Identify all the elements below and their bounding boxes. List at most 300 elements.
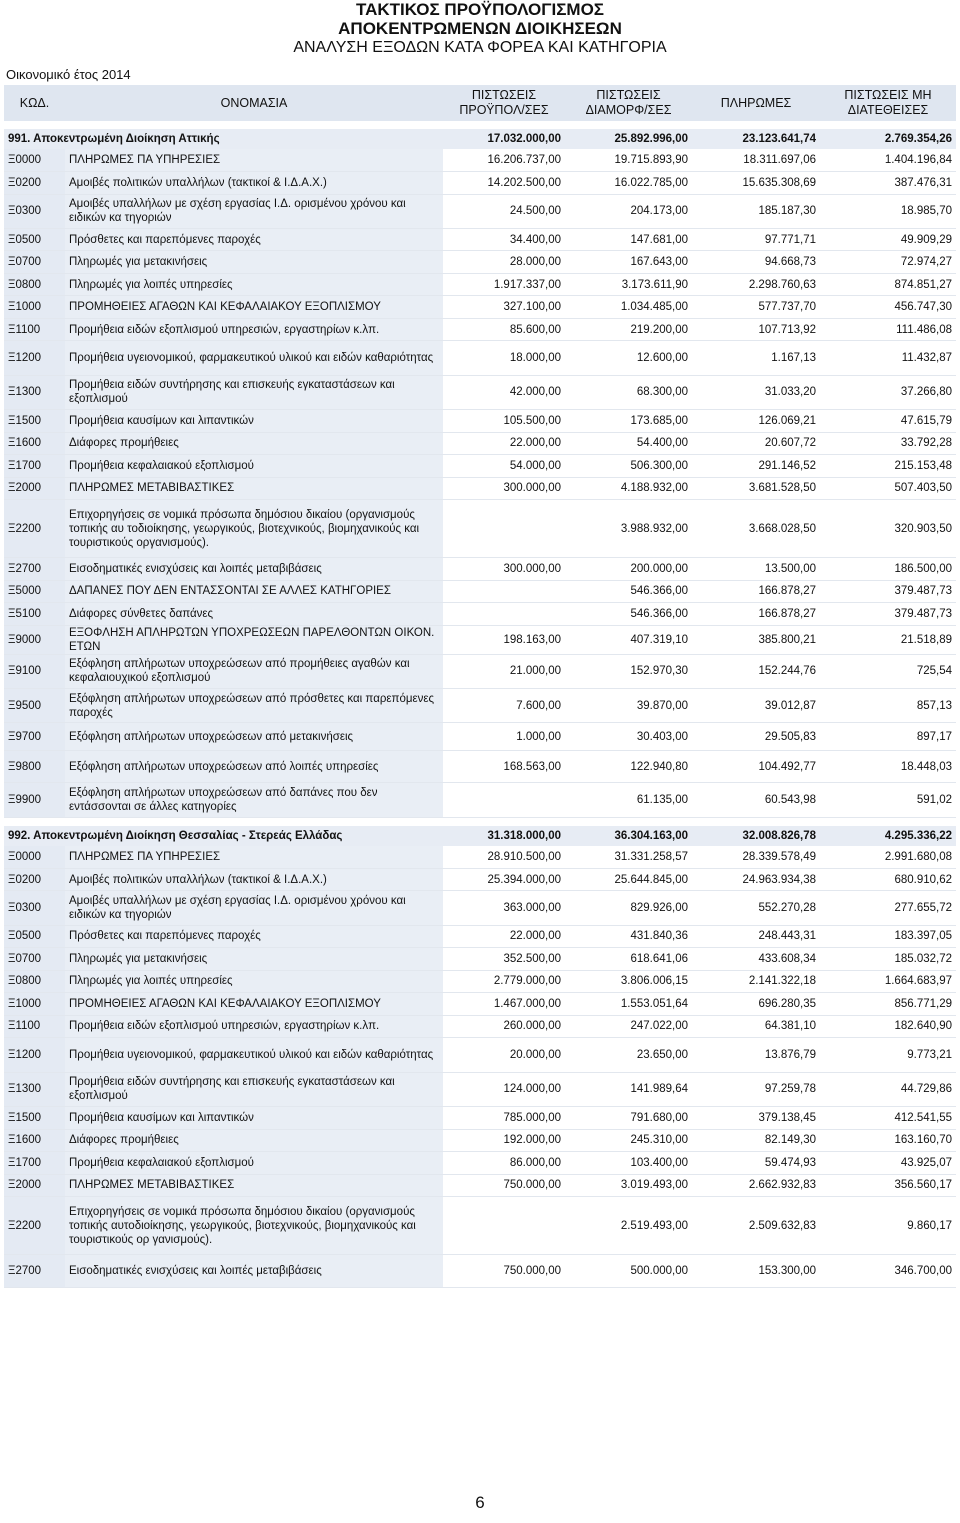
row-amount: 85.600,00 [443,318,565,341]
row-amount: 9.860,17 [820,1197,956,1255]
row-code: Ξ2700 [4,1255,65,1288]
row-amount: 30.403,00 [565,723,692,751]
row-name: Αμοιβές υπαλλήλων με σχέση εργασίας Ι.Δ. ορισμένου χρόνου και ειδικών κα τηγοριών [65,194,443,228]
row-amount: 591,02 [820,783,956,817]
table-row [4,318,956,341]
row-name: ΠΛΗΡΩΜΕΣ ΜΕΤΑΒΙΒΑΣΤΙΚΕΣ [65,1174,443,1197]
table-row [4,149,956,172]
row-amount: 18.448,03 [820,751,956,783]
row-name: Προμήθεια καυσίμων και λιπαντικών [65,410,443,433]
row-code: Ξ9000 [4,625,65,654]
row-amount: 247.022,00 [565,1015,692,1038]
row-amount: 192.000,00 [443,1129,565,1152]
row-name: Εισοδηματικές ενισχύσεις και λοιπές μεταβιβάσεις [65,558,443,581]
row-amount: 379.487,73 [820,580,956,603]
section-total: 32.008.826,78 [692,826,820,846]
row-code: Ξ1100 [4,318,65,341]
row-amount: 248.443,31 [692,925,820,948]
header-code: ΚΩΔ. [4,85,65,121]
row-code: Ξ0500 [4,925,65,948]
row-code: Ξ1600 [4,1129,65,1152]
row-name: ΕΞΟΦΛΗΣΗ ΑΠΛΗΡΩΤΩΝ ΥΠΟΧΡΕΩΣΕΩΝ ΠΑΡΕΛΘΟΝΤΩΝ ΟΙΚΟΝ. ΕΤΩΝ [65,625,443,654]
row-amount: 20.607,72 [692,432,820,455]
row-amount: 37.266,80 [820,375,956,409]
row-code: Ξ1200 [4,1038,65,1072]
row-amount: 185.032,72 [820,948,956,971]
row-name: Προμήθεια υγειονομικού, φαρμακευτικού υλικού και ειδών καθαριότητας [65,1038,443,1072]
table-row [4,603,956,626]
row-amount: 4.188.932,00 [565,477,692,500]
row-amount: 43.925,07 [820,1152,956,1175]
row-amount: 552.270,28 [692,891,820,925]
table-row [4,1015,956,1038]
row-amount: 61.135,00 [565,783,692,817]
row-name: Εξόφληση απλήρωτων υποχρεώσεων από μετακινήσεις [65,723,443,751]
row-amount: 750.000,00 [443,1174,565,1197]
row-name: Προμήθεια ειδών συντήρησης και επισκευής εγκαταστάσεων και εξοπλισμού [65,375,443,409]
table-body [4,121,956,1288]
row-amount: 147.681,00 [565,228,692,251]
table-row [4,251,956,274]
row-name: Προμήθεια κεφαλαιακού εξοπλισμού [65,455,443,478]
row-code: Ξ1700 [4,1152,65,1175]
row-name: Διάφορες προμήθειες [65,1129,443,1152]
row-amount: 68.300,00 [565,375,692,409]
row-amount: 42.000,00 [443,375,565,409]
row-amount: 215.153,48 [820,455,956,478]
row-amount: 47.615,79 [820,410,956,433]
table-row [4,580,956,603]
row-amount: 696.280,35 [692,993,820,1016]
section-total: 31.318.000,00 [443,826,565,846]
row-amount: 152.244,76 [692,654,820,688]
row-amount: 18.985,70 [820,194,956,228]
spacer-cell [4,817,956,826]
row-amount: 173.685,00 [565,410,692,433]
table-row [4,1152,956,1175]
row-code: Ξ1300 [4,1072,65,1106]
row-amount: 72.974,27 [820,251,956,274]
header-adjusted: ΠΙΣΤΩΣΕΙΣ ΔΙΑΜΟΡΦ/ΣΕΣ [565,85,692,121]
row-amount: 856.771,29 [820,993,956,1016]
row-amount: 25.394.000,00 [443,868,565,891]
title-line-3: ΑΝΑΛΥΣΗ ΕΞΟΔΩΝ ΚΑΤΑ ΦΟΡΕΑ ΚΑΙ ΚΑΤΗΓΟΡΙΑ [293,39,667,56]
section-total: 2.769.354,26 [820,129,956,149]
row-code: Ξ0300 [4,194,65,228]
row-name: Επιχορηγήσεις σε νομικά πρόσωπα δημόσιου δικαίου (οργανισμούς τοπικής αυτοδιοίκησης, γεωργικούς, βιοτεχνικούς, βιομηχανικούς και τουριστικούς ορ γανισμούς). [65,1197,443,1255]
row-amount: 3.806.006,15 [565,970,692,993]
table-row [4,970,956,993]
row-amount: 21.518,89 [820,625,956,654]
table-row [4,625,956,654]
row-code: Ξ0800 [4,970,65,993]
row-amount: 352.500,00 [443,948,565,971]
budget-table [4,85,956,1288]
row-amount: 785.000,00 [443,1107,565,1130]
row-name: ΠΡΟΜΗΘΕΙΕΣ ΑΓΑΘΩΝ ΚΑΙ ΚΕΦΑΛΑΙΑΚΟΥ ΕΞΟΠΛΙΣΜΟΥ [65,993,443,1016]
row-amount: 431.840,36 [565,925,692,948]
row-name: Πληρωμές για λοιπές υπηρεσίες [65,273,443,296]
section-total: 4.295.336,22 [820,826,956,846]
row-code: Ξ1500 [4,1107,65,1130]
row-amount: 433.608,34 [692,948,820,971]
row-amount: 29.505,83 [692,723,820,751]
section-title: 991. Αποκεντρωμένη Διοίκηση Αττικής [4,129,443,149]
section-total: 25.892.996,00 [565,129,692,149]
row-amount: 16.206.737,00 [443,149,565,172]
row-amount: 28.000,00 [443,251,565,274]
page-number: 6 [475,1493,485,1512]
table-row [4,432,956,455]
row-amount: 111.486,08 [820,318,956,341]
row-code: Ξ1200 [4,341,65,375]
row-amount [443,1197,565,1255]
row-amount: 18.311.697,06 [692,149,820,172]
row-code: Ξ0700 [4,948,65,971]
section-total: 23.123.641,74 [692,129,820,149]
row-name: Εξόφληση απλήρωτων υποχρεώσεων από λοιπές υπηρεσίες [65,751,443,783]
table-row [4,455,956,478]
row-amount: 363.000,00 [443,891,565,925]
row-name: Προμήθεια καυσίμων και λιπαντικών [65,1107,443,1130]
row-amount: 379.138,45 [692,1107,820,1130]
row-amount: 24.963.934,38 [692,868,820,891]
row-amount: 327.100,00 [443,296,565,319]
row-amount: 3.019.493,00 [565,1174,692,1197]
row-name: Εξόφληση απλήρωτων υποχρεώσεων από πρόσθετες και παρεπόμενες παροχές [65,689,443,723]
row-name: Εξόφληση απλήρωτων υποχρεώσεων από προμήθειες αγαθών και κεφαλαιουχικού εξοπλισμού [65,654,443,688]
table-header [4,85,956,121]
row-name: Διάφορες σύνθετες δαπάνες [65,603,443,626]
row-amount: 22.000,00 [443,925,565,948]
table-row [4,1174,956,1197]
row-amount: 11.432,87 [820,341,956,375]
table-row [4,1197,956,1255]
row-amount: 2.991.680,08 [820,846,956,869]
row-name: Επιχορηγήσεις σε νομικά πρόσωπα δημόσιου δικαίου (οργανισμούς τοπικής αυ τοδιοίκησης, γεωργικούς, βιοτεχνικούς, βιομηχανικούς και τουριστικούς οργανισμούς). [65,500,443,558]
row-code: Ξ1300 [4,375,65,409]
row-name: ΔΑΠΑΝΕΣ ΠΟΥ ΔΕΝ ΕΝΤΑΣΣΟΝΤΑΙ ΣΕ ΑΛΛΕΣ ΚΑΤΗΓΟΡΙΕΣ [65,580,443,603]
table-row [4,194,956,228]
row-name: Διάφορες προμήθειες [65,432,443,455]
row-amount: 64.381,10 [692,1015,820,1038]
row-name: Πληρωμές για λοιπές υπηρεσίες [65,970,443,993]
row-amount: 1.000,00 [443,723,565,751]
row-amount: 1.034.485,00 [565,296,692,319]
row-code: Ξ1500 [4,410,65,433]
row-amount: 618.641,06 [565,948,692,971]
row-amount [443,603,565,626]
row-code: Ξ0200 [4,868,65,891]
row-name: Πρόσθετες και παρεπόμενες παροχές [65,925,443,948]
row-amount: 3.173.611,90 [565,273,692,296]
row-amount: 198.163,00 [443,625,565,654]
table-row [4,375,956,409]
table-row [4,273,956,296]
table-row [4,1255,956,1288]
section-row [4,129,956,149]
row-code: Ξ0500 [4,228,65,251]
row-amount: 18.000,00 [443,341,565,375]
row-code: Ξ1000 [4,296,65,319]
row-amount: 166.878,27 [692,580,820,603]
row-amount: 54.400,00 [565,432,692,455]
row-amount: 3.668.028,50 [692,500,820,558]
row-amount: 14.202.500,00 [443,172,565,195]
row-amount: 200.000,00 [565,558,692,581]
row-amount: 897,17 [820,723,956,751]
row-amount: 153.300,00 [692,1255,820,1288]
table-row [4,751,956,783]
row-amount: 60.543,98 [692,783,820,817]
row-name: Πληρωμές για μετακινήσεις [65,251,443,274]
row-amount: 791.680,00 [565,1107,692,1130]
row-amount: 34.400,00 [443,228,565,251]
row-amount: 141.989,64 [565,1072,692,1106]
row-amount: 2.779.000,00 [443,970,565,993]
row-amount: 183.397,05 [820,925,956,948]
row-amount: 19.715.893,90 [565,149,692,172]
row-amount: 1.467.000,00 [443,993,565,1016]
table-row [4,993,956,1016]
row-code: Ξ1000 [4,993,65,1016]
table-row [4,228,956,251]
row-amount: 300.000,00 [443,477,565,500]
row-amount: 725,54 [820,654,956,688]
row-amount [443,783,565,817]
header-name: ΟΝΟΜΑΣΙΑ [65,85,443,121]
table-row [4,500,956,558]
row-code: Ξ9500 [4,689,65,723]
row-amount: 152.970,30 [565,654,692,688]
row-amount: 126.069,21 [692,410,820,433]
row-code: Ξ0200 [4,172,65,195]
table-row [4,172,956,195]
row-amount: 39.012,87 [692,689,820,723]
row-code: Ξ9100 [4,654,65,688]
table-row [4,410,956,433]
section-row [4,826,956,846]
row-code: Ξ2200 [4,500,65,558]
row-amount: 300.000,00 [443,558,565,581]
row-amount: 385.800,21 [692,625,820,654]
table-row [4,296,956,319]
row-amount: 31.033,20 [692,375,820,409]
row-name: ΠΡΟΜΗΘΕΙΕΣ ΑΓΑΘΩΝ ΚΑΙ ΚΕΦΑΛΑΙΑΚΟΥ ΕΞΟΠΛΙΣΜΟΥ [65,296,443,319]
table-row [4,925,956,948]
row-code: Ξ9700 [4,723,65,751]
row-amount: 44.729,86 [820,1072,956,1106]
row-amount: 28.339.578,49 [692,846,820,869]
row-amount: 107.713,92 [692,318,820,341]
row-amount: 506.300,00 [565,455,692,478]
row-code: Ξ1600 [4,432,65,455]
title-line-1: ΤΑΚΤΙΚΟΣ ΠΡΟΫΠΟΛΟΓΙΣΜΟΣ [355,0,604,19]
row-amount: 9.773,21 [820,1038,956,1072]
table-row [4,1129,956,1152]
row-amount: 204.173,00 [565,194,692,228]
row-code: Ξ0000 [4,846,65,869]
row-amount: 97.259,78 [692,1072,820,1106]
row-amount: 2.519.493,00 [565,1197,692,1255]
title-line-2: ΑΠΟΚΕΝΤΡΩΜΕΝΩΝ ΔΙΟΙΚΗΣΕΩΝ [338,19,622,38]
row-name: Αμοιβές πολιτικών υπαλλήλων (τακτικοί & Ι.Δ.Α.Χ.) [65,172,443,195]
row-amount: 320.903,50 [820,500,956,558]
row-name: Πρόσθετες και παρεπόμενες παροχές [65,228,443,251]
spacer-cell [4,121,956,129]
row-amount: 2.141.322,18 [692,970,820,993]
table-row [4,846,956,869]
row-amount [443,500,565,558]
row-code: Ξ5100 [4,603,65,626]
table-row [4,654,956,688]
row-name: Εισοδηματικές ενισχύσεις και λοιπές μεταβιβάσεις [65,1255,443,1288]
row-name: ΠΛΗΡΩΜΕΣ ΠΑ ΥΠΗΡΕΣΙΕΣ [65,149,443,172]
table-row [4,1038,956,1072]
row-amount: 22.000,00 [443,432,565,455]
row-amount: 82.149,30 [692,1129,820,1152]
table-row [4,1072,956,1106]
row-amount: 86.000,00 [443,1152,565,1175]
row-amount: 379.487,73 [820,603,956,626]
table-row [4,558,956,581]
section-title: 992. Αποκεντρωμένη Διοίκηση Θεσσαλίας - Στερεάς Ελλάδας [4,826,443,846]
row-amount: 12.600,00 [565,341,692,375]
row-amount: 507.403,50 [820,477,956,500]
row-amount: 412.541,55 [820,1107,956,1130]
row-name: Εξόφληση απλήρωτων υποχρεώσεων από δαπάνες που δεν εντάσσονται σε άλλες κατηγορίες [65,783,443,817]
table-row [4,783,956,817]
row-amount: 15.635.308,69 [692,172,820,195]
row-amount: 750.000,00 [443,1255,565,1288]
row-amount: 1.553.051,64 [565,993,692,1016]
section-total: 17.032.000,00 [443,129,565,149]
row-amount: 167.643,00 [565,251,692,274]
row-amount: 1.167,13 [692,341,820,375]
row-name: Πληρωμές για μετακινήσεις [65,948,443,971]
row-amount: 291.146,52 [692,455,820,478]
row-amount: 24.500,00 [443,194,565,228]
header-budgeted: ΠΙΣΤΩΣΕΙΣ ΠΡΟΫΠΟΛ/ΣΕΣ [443,85,565,121]
row-amount: 346.700,00 [820,1255,956,1288]
row-amount [443,580,565,603]
row-amount: 182.640,90 [820,1015,956,1038]
row-amount: 3.988.932,00 [565,500,692,558]
row-amount: 546.366,00 [565,580,692,603]
row-code: Ξ0300 [4,891,65,925]
row-amount: 23.650,00 [565,1038,692,1072]
section-spacer [4,817,956,826]
row-name: Προμήθεια υγειονομικού, φαρμακευτικού υλικού και ειδών καθαριότητας [65,341,443,375]
row-amount: 874.851,27 [820,273,956,296]
row-amount: 16.022.785,00 [565,172,692,195]
row-amount: 33.792,28 [820,432,956,455]
section-total: 36.304.163,00 [565,826,692,846]
table-row [4,1107,956,1130]
table-row [4,891,956,925]
row-amount: 1.664.683,97 [820,970,956,993]
table-row [4,723,956,751]
row-amount: 94.668,73 [692,251,820,274]
row-name: Προμήθεια ειδών εξοπλισμού υπηρεσιών, εργαστηρίων κ.λπ. [65,318,443,341]
row-name: Προμήθεια ειδών συντήρησης και επισκευής εγκαταστάσεων και εξοπλισμού [65,1072,443,1106]
row-amount: 186.500,00 [820,558,956,581]
row-amount: 163.160,70 [820,1129,956,1152]
row-code: Ξ0800 [4,273,65,296]
row-amount: 277.655,72 [820,891,956,925]
row-amount: 500.000,00 [565,1255,692,1288]
row-amount: 28.910.500,00 [443,846,565,869]
row-amount: 103.400,00 [565,1152,692,1175]
table-row [4,341,956,375]
row-name: Προμήθεια ειδών εξοπλισμού υπηρεσιών, εργαστηρίων κ.λπ. [65,1015,443,1038]
document-titles [0,0,960,57]
row-amount: 20.000,00 [443,1038,565,1072]
row-amount: 105.500,00 [443,410,565,433]
section-spacer [4,121,956,129]
row-code: Ξ9800 [4,751,65,783]
row-name: Προμήθεια κεφαλαιακού εξοπλισμού [65,1152,443,1175]
row-amount: 124.000,00 [443,1072,565,1106]
row-amount: 59.474,93 [692,1152,820,1175]
row-code: Ξ9900 [4,783,65,817]
row-amount: 39.870,00 [565,689,692,723]
row-amount: 356.560,17 [820,1174,956,1197]
row-code: Ξ5000 [4,580,65,603]
row-amount: 49.909,29 [820,228,956,251]
row-code: Ξ0700 [4,251,65,274]
row-amount: 168.563,00 [443,751,565,783]
row-amount: 245.310,00 [565,1129,692,1152]
row-amount: 104.492,77 [692,751,820,783]
row-amount: 2.509.632,83 [692,1197,820,1255]
row-name: Αμοιβές πολιτικών υπαλλήλων (τακτικοί & Ι.Δ.Α.Χ.) [65,868,443,891]
row-amount: 2.298.760,63 [692,273,820,296]
row-amount: 122.940,80 [565,751,692,783]
table-row [4,948,956,971]
row-amount: 25.644.845,00 [565,868,692,891]
row-amount: 387.476,31 [820,172,956,195]
row-amount: 166.878,27 [692,603,820,626]
row-amount: 829.926,00 [565,891,692,925]
row-code: Ξ2700 [4,558,65,581]
row-amount: 1.917.337,00 [443,273,565,296]
row-amount: 13.876,79 [692,1038,820,1072]
row-amount: 260.000,00 [443,1015,565,1038]
row-code: Ξ2200 [4,1197,65,1255]
row-amount: 3.681.528,50 [692,477,820,500]
row-name: ΠΛΗΡΩΜΕΣ ΜΕΤΑΒΙΒΑΣΤΙΚΕΣ [65,477,443,500]
row-name: Αμοιβές υπαλλήλων με σχέση εργασίας Ι.Δ. ορισμένου χρόνου και ειδικών κα τηγοριών [65,891,443,925]
row-amount: 185.187,30 [692,194,820,228]
row-amount: 13.500,00 [692,558,820,581]
row-amount: 1.404.196,84 [820,149,956,172]
row-amount: 407.319,10 [565,625,692,654]
header-payments: ΠΛΗΡΩΜΕΣ [692,85,820,121]
row-amount: 546.366,00 [565,603,692,626]
row-code: Ξ1700 [4,455,65,478]
row-amount: 680.910,62 [820,868,956,891]
row-code: Ξ2000 [4,1174,65,1197]
row-amount: 54.000,00 [443,455,565,478]
header-unallocated: ΠΙΣΤΩΣΕΙΣ ΜΗ ΔΙΑΤΕΘΕΙΣΕΣ [820,85,956,121]
row-amount: 857,13 [820,689,956,723]
row-amount: 456.747,30 [820,296,956,319]
fiscal-year: Οικονομικό έτος 2014 [6,67,131,82]
row-amount: 219.200,00 [565,318,692,341]
table-row [4,477,956,500]
row-amount: 577.737,70 [692,296,820,319]
